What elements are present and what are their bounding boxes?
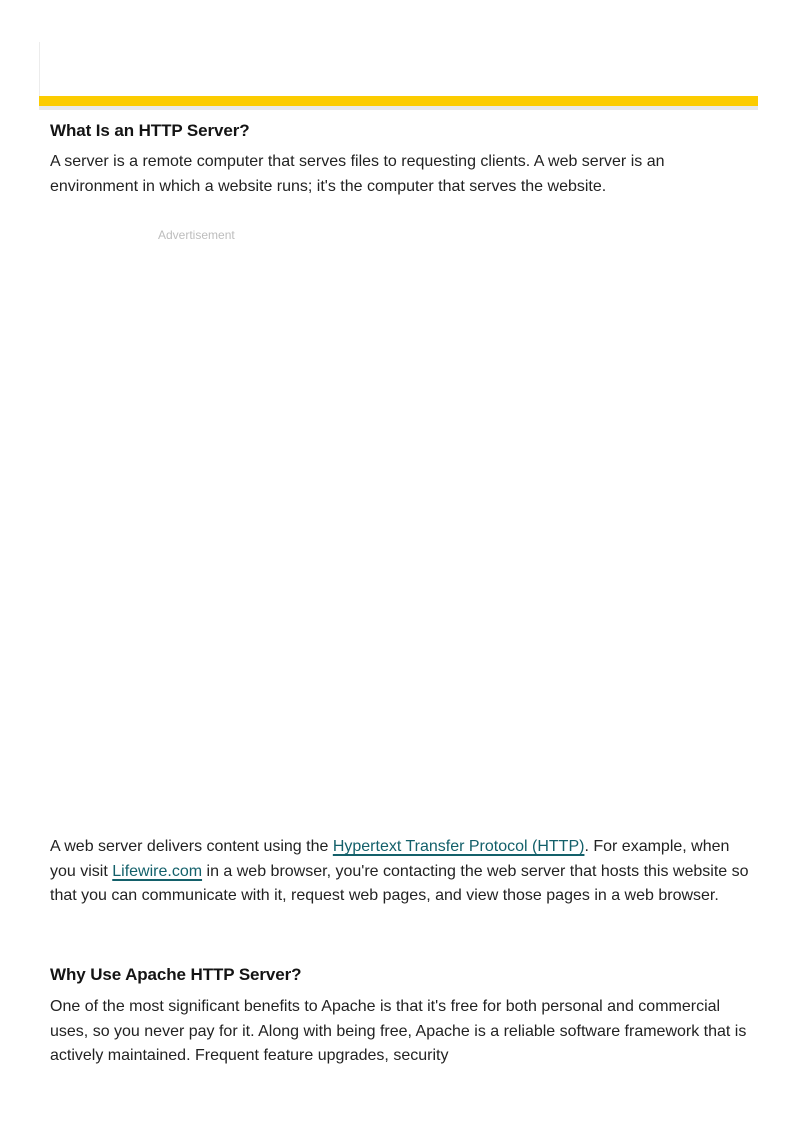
link-http-protocol[interactable]: Hypertext Transfer Protocol (HTTP) bbox=[332, 838, 585, 855]
paragraph-web-server-http bbox=[50, 835, 750, 909]
link-lifewire[interactable]: Lifewire.com bbox=[112, 862, 203, 880]
advertisement-label: Advertisement bbox=[158, 228, 235, 242]
text-segment: in a web browser, you're contacting the web server that hosts this website so that you can communicate with it, request web pages, and view those pages in a web browser. bbox=[50, 862, 749, 904]
paragraph-apache-benefits: One of the most significant benefits to Apache is that it's free for both personal and commercial uses, so you never pay for it. Along with being free, Apache is a reliable software framework that is actively maintained. Frequent feature upgrades, security bbox=[50, 998, 747, 1064]
section-heading-why-use-apache: Why Use Apache HTTP Server? bbox=[50, 965, 302, 984]
text-segment: A web server delivers content using the bbox=[50, 838, 333, 855]
paragraph-server-definition: A server is a remote computer that serves files to requesting clients. A web server is an environment in which a website runs; it's the computer that serves the website. bbox=[50, 153, 665, 195]
header-accent-bar bbox=[39, 96, 758, 106]
header-divider bbox=[39, 106, 758, 110]
header-left-divider bbox=[39, 42, 40, 98]
section-heading-what-is-http-server: What Is an HTTP Server? bbox=[50, 121, 250, 140]
text-segment: . For example, when you visit bbox=[50, 838, 730, 880]
